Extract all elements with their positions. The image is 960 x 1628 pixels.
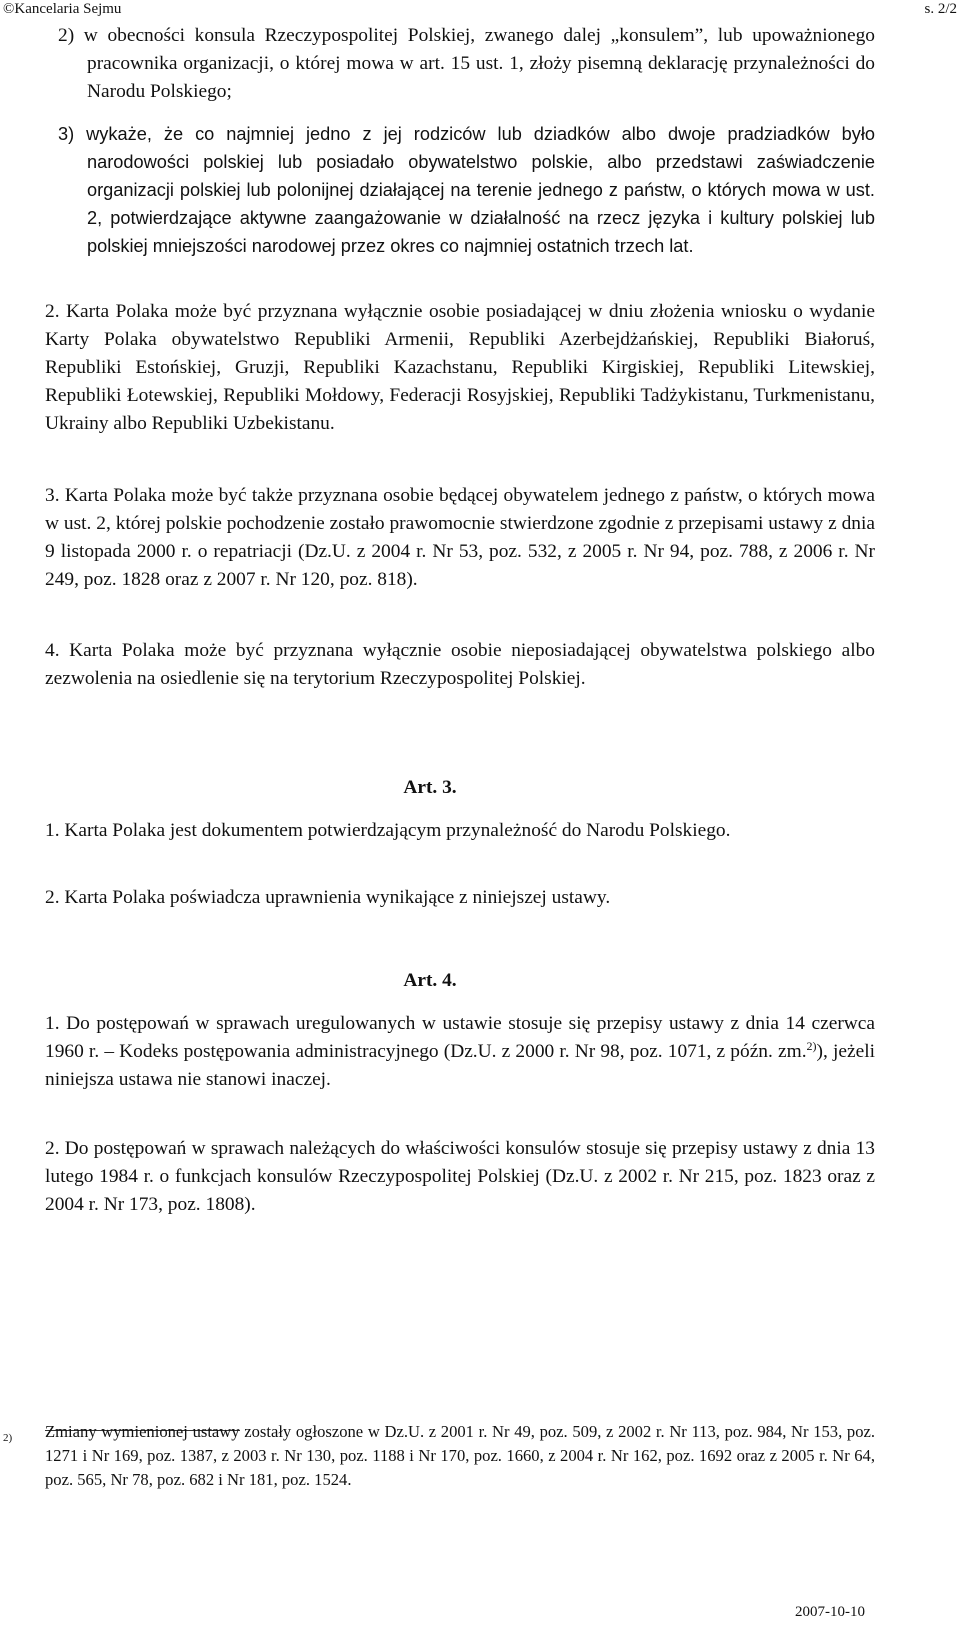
list-item-3: 3) wykaże, że co najmniej jedno z jej rodziców lub dziadków albo dwoje pradziadków było narodowości polskiej lub posiadało obywatelstwo polskie, albo przedstawi zaświadczenie organizacji polskiej lub polonijnej działającej na terenie jednego z państw, o których mowa w ust. 2, potwierdzające aktywne zaangażowanie w działalność na rzecz języka i kultury polskiej lub polskiej mniejszości narodowej przez okres co najmniej ostatnich trzech lat. [58, 124, 875, 256]
document-date: 2007-10-10 [795, 1604, 865, 1620]
art3-paragraph-2: 2. Karta Polaka poświadcza uprawnienia wynikające z niniejszej ustawy. [45, 887, 611, 908]
art4-p1-text-end: ), jeżeli niniejsza ustawa nie stanowi inaczej. [45, 1041, 875, 1090]
header-copyright: ©Kancelaria Sejmu [3, 1, 122, 17]
list-item-2: 2) w obecności konsula Rzeczypospolitej Polskiej, zwanego dalej „konsulem”, lub upoważnionego pracownika organizacji, o której mowa w art. 15 ust. 1, złoży pisemną deklarację przynależności do Narodu Polskiego; [58, 25, 875, 102]
footnote-mark: 2) [3, 1432, 13, 1444]
art4-paragraph-2: 2. Do postępowań w sprawach należących do właściwości konsulów stosuje się przepisy ustawy z dnia 13 lutego 1984 r. o funkcjach konsulów Rzeczypospolitej Polskiej (Dz.U. z 2002 r. Nr 215, poz. 1823 oraz z 2004 r. Nr 173, poz. 1808). [45, 1138, 875, 1215]
page-number: s. 2/2 [924, 1, 957, 17]
art4-paragraph-1 [45, 1010, 875, 1094]
art3-paragraph-1: 1. Karta Polaka jest dokumentem potwierdzającym przynależność do Narodu Polskiego. [45, 820, 731, 841]
art4-p1-text: 1. Do postępowań w sprawach uregulowanych w ustawie stosuje się przepisy ustawy z dnia 14 czerwca 1960 r. – Kodeks postępowania administracyjnego (Dz.U. z 2000 r. Nr 98, poz. 1071, z późn. zm. [45, 1013, 875, 1062]
paragraph-4: 4. Karta Polaka może być przyznana wyłącznie osobie nieposiadającej obywatelstwa polskiego albo zezwolenia na osiedlenie się na terytorium Rzeczypospolitej Polskiej. [45, 640, 875, 689]
article-4-title: Art. 4. [403, 970, 457, 991]
footnote-reference: 2) [806, 1039, 817, 1053]
article-3-title: Art. 3. [403, 777, 457, 798]
paragraph-3: 3. Karta Polaka może być także przyznana osobie będącej obywatelem jednego z państw, o których mowa w ust. 2, której polskie pochodzenie zostało prawomocnie stwierdzone zgodnie z przepisami ustawy z dnia 9 listopada 2000 r. o repatriacji (Dz.U. z 2004 r. Nr 53, poz. 532, z 2005 r. Nr 94, poz. 788, z 2006 r. Nr 249, poz. 1828 oraz z 2007 r. Nr 120, poz. 818). [45, 485, 875, 590]
footnote-text: Zmiany wymienionej ustawy zostały ogłoszone w Dz.U. z 2001 r. Nr 49, poz. 509, z 2002 r. Nr 113, poz. 984, Nr 153, poz. 1271 i Nr 169, poz. 1387, z 2003 r. Nr 130, poz. 1188 i Nr 170, poz. 1660, z 2004 r. Nr 162, poz. 1692 oraz z 2005 r. Nr 64, poz. 565, Nr 78, poz. 682 i Nr 181, poz. 1524. [45, 1422, 875, 1489]
paragraph-2: 2. Karta Polaka może być przyznana wyłącznie osobie posiadającej w dniu złożenia wniosku o wydanie Karty Polaka obywatelstwo Republiki Armenii, Republiki Azerbejdżańskiej, Republiki Białoruś, Republiki Estońskiej, Gruzji, Republiki Kazachstanu, Republiki Kirgiskiej, Republiki Litewskiej, Republiki Łotewskiej, Republiki Mołdowy, Federacji Rosyjskiej, Republiki Tadżykistanu, Turkmenistanu, Ukrainy albo Republiki Uzbekistanu. [45, 301, 875, 434]
